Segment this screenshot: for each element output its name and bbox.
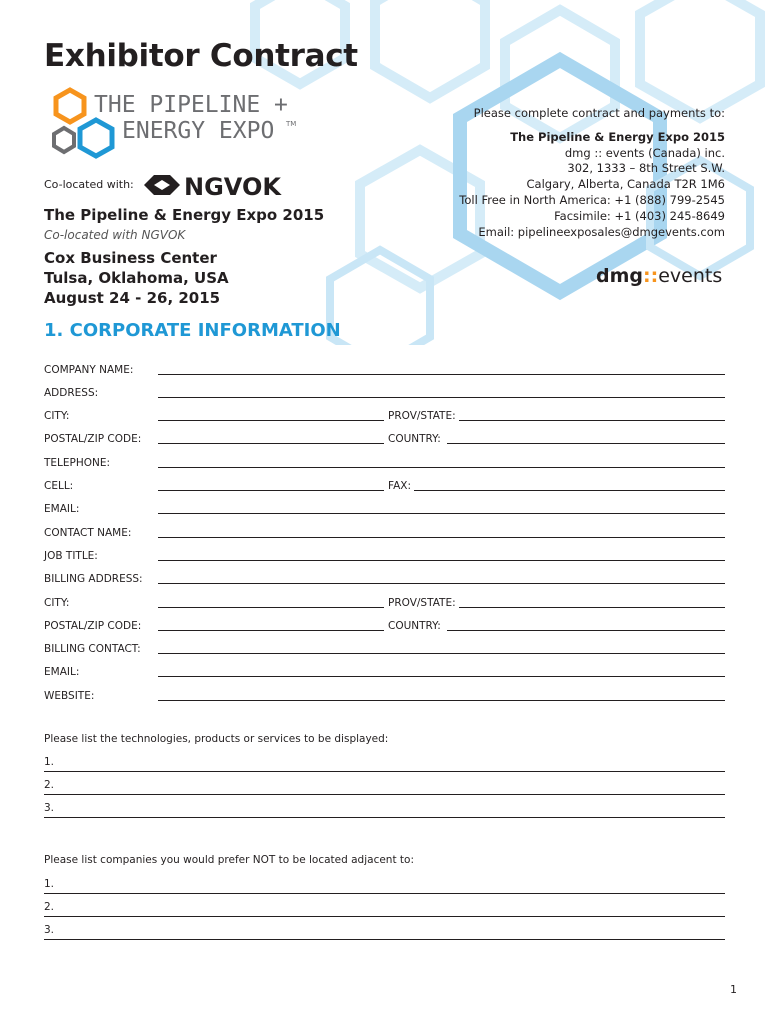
- telephone-field[interactable]: [158, 467, 725, 468]
- contact-city: Calgary, Alberta, Canada T2R 1M6: [526, 177, 725, 192]
- telephone-label: TELEPHONE:: [44, 457, 111, 469]
- event-subtitle: Co-located with NGVOK: [44, 228, 186, 242]
- billing-postal-zip-field[interactable]: [158, 630, 384, 631]
- cell-label: CELL:: [44, 480, 74, 492]
- technology-item-1-label: 1.: [44, 756, 55, 768]
- technology-item-3-label: 3.: [44, 802, 55, 814]
- technology-item-3-field[interactable]: [44, 817, 725, 818]
- event-dates: August 24 - 26, 2015: [44, 289, 221, 307]
- logo-line2: ENERGY EXPO: [122, 118, 275, 144]
- contact-street: 302, 1333 – 8th Street S.W.: [567, 161, 725, 176]
- event-info: [44, 206, 324, 308]
- website-label: WEBSITE:: [44, 690, 95, 702]
- technology-item-1-field[interactable]: [44, 771, 725, 772]
- company-name-field[interactable]: [158, 374, 725, 375]
- logo-line1: THE PIPELINE +: [94, 92, 288, 118]
- fax-field[interactable]: [414, 490, 725, 491]
- contact-lead: Please complete contract and payments to:: [473, 106, 725, 120]
- postal-zip-label: POSTAL/ZIP CODE:: [44, 433, 142, 445]
- page-number: 1: [730, 983, 737, 996]
- not-adjacent-prompt: Please list companies you would prefer NOT to be located adjacent to:: [44, 854, 414, 866]
- billing-email-label: EMAIL:: [44, 666, 80, 678]
- technology-item-2-field[interactable]: [44, 794, 725, 795]
- billing-prov-state-field[interactable]: [459, 607, 725, 608]
- billing-address-label: BILLING ADDRESS:: [44, 573, 143, 585]
- dmg-events-logo: dmg::events: [596, 265, 723, 287]
- event-venue: Cox Business Center: [44, 249, 217, 267]
- not-adjacent-item-1-label: 1.: [44, 878, 55, 890]
- contact-company: dmg :: events (Canada) inc.: [564, 145, 725, 160]
- billing-country-field[interactable]: [447, 630, 725, 631]
- email-field[interactable]: [158, 513, 725, 514]
- email-label: EMAIL:: [44, 503, 80, 515]
- contact-tollfree: Toll Free in North America: +1 (888) 799-2545: [459, 192, 725, 207]
- contact-name-field[interactable]: [158, 537, 725, 538]
- not-adjacent-item-2-field[interactable]: [44, 916, 725, 917]
- website-field[interactable]: [158, 700, 725, 701]
- billing-address-field[interactable]: [158, 583, 725, 584]
- not-adjacent-item-3-label: 3.: [44, 924, 55, 936]
- not-adjacent-item-2-label: 2.: [44, 901, 55, 913]
- payment-contact-block: [459, 106, 725, 240]
- billing-postal-zip-label: POSTAL/ZIP CODE:: [44, 620, 142, 632]
- company-name-label: COMPANY NAME:: [44, 364, 134, 376]
- country-field[interactable]: [447, 443, 725, 444]
- not-adjacent-item-1-field[interactable]: [44, 893, 725, 894]
- colocated-label: Co-located with:: [44, 178, 134, 191]
- contact-org: The Pipeline & Energy Expo 2015: [510, 129, 725, 144]
- billing-city-label: CITY:: [44, 597, 70, 609]
- ngvok-text: NGVOK: [184, 173, 281, 201]
- billing-contact-label: BILLING CONTACT:: [44, 643, 141, 655]
- billing-city-field[interactable]: [158, 607, 384, 608]
- event-title: The Pipeline & Energy Expo 2015: [44, 206, 325, 224]
- prov-state-field[interactable]: [459, 420, 725, 421]
- city-field[interactable]: [158, 420, 384, 421]
- prov-state-label: PROV/STATE:: [388, 410, 456, 422]
- logo-tm: TM: [286, 120, 297, 128]
- job-title-field[interactable]: [158, 560, 725, 561]
- address-label: ADDRESS:: [44, 387, 99, 399]
- job-title-label: JOB TITLE:: [44, 550, 98, 562]
- billing-email-field[interactable]: [158, 676, 725, 677]
- contact-email: Email: pipelineexposales@dmgevents.com: [478, 224, 725, 239]
- technologies-prompt: Please list the technologies, products or services to be displayed:: [44, 733, 389, 745]
- billing-prov-state-label: PROV/STATE:: [388, 597, 456, 609]
- billing-country-label: COUNTRY:: [388, 620, 441, 632]
- fax-label: FAX:: [388, 480, 411, 492]
- contact-fax: Facsimile: +1 (403) 245-8649: [554, 208, 725, 223]
- page-title: Exhibitor Contract: [44, 38, 358, 74]
- city-label: CITY:: [44, 410, 70, 422]
- contact-name-label: CONTACT NAME:: [44, 527, 132, 539]
- address-field[interactable]: [158, 397, 725, 398]
- event-location: Tulsa, Oklahoma, USA: [44, 269, 229, 287]
- postal-zip-field[interactable]: [158, 443, 384, 444]
- country-label: COUNTRY:: [388, 433, 441, 445]
- not-adjacent-item-3-field[interactable]: [44, 939, 725, 940]
- pipeline-energy-expo-logo: [50, 86, 310, 172]
- section-heading-corporate-information: 1. CORPORATE INFORMATION: [44, 320, 341, 341]
- billing-contact-field[interactable]: [158, 653, 725, 654]
- cell-field[interactable]: [158, 490, 384, 491]
- ngvok-logo: [140, 168, 310, 202]
- technology-item-2-label: 2.: [44, 779, 55, 791]
